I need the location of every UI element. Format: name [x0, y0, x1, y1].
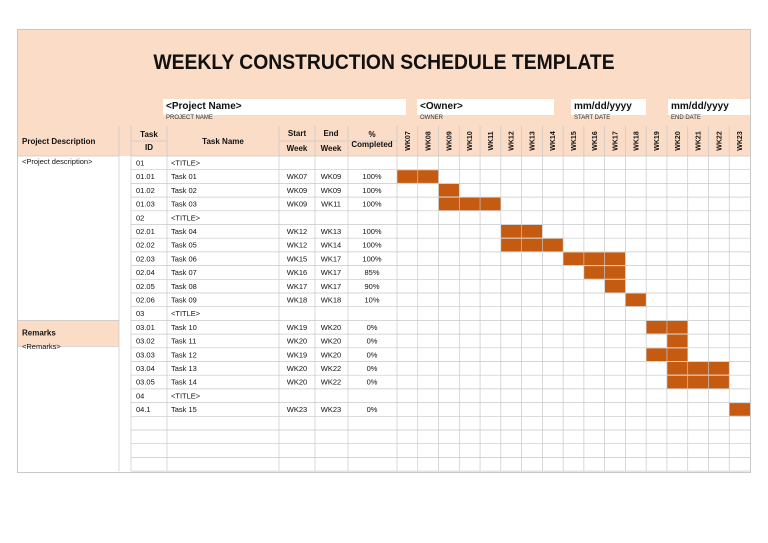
week-header-wk13: WK13: [529, 131, 537, 151]
task-name-cell[interactable]: Task 06: [171, 254, 197, 264]
task-id-cell[interactable]: 03.03: [136, 350, 155, 360]
start-week-cell[interactable]: WK19: [286, 322, 308, 332]
end-header: End: [323, 129, 339, 138]
week-header-wk19: WK19: [654, 131, 662, 151]
owner-field[interactable]: <Owner>: [417, 99, 554, 115]
week-header-wk14: WK14: [550, 131, 558, 151]
start-date-field[interactable]: mm/dd/yyyy: [571, 99, 646, 115]
week-header-wk12: WK12: [508, 131, 516, 151]
end-date-label: END DATE: [671, 115, 701, 121]
end-week-cell[interactable]: WK20: [320, 322, 342, 332]
start-week-cell[interactable]: WK20: [286, 336, 308, 346]
task-id-cell[interactable]: 02.03: [136, 254, 155, 264]
task-name-cell[interactable]: Task 07: [171, 268, 197, 278]
task-id-cell[interactable]: 01: [136, 158, 145, 168]
task-name-cell[interactable]: <TITLE>: [171, 309, 201, 319]
start-week-cell[interactable]: WK16: [286, 268, 308, 278]
week-header-wk10: WK10: [467, 131, 475, 151]
start-week-cell[interactable]: WK12: [286, 227, 308, 236]
start-week-header: Week: [286, 144, 308, 153]
project-description-header: Project Description: [22, 137, 96, 146]
week-header-wk20: WK20: [674, 131, 682, 151]
task-id-header-2: ID: [145, 143, 153, 152]
percent-completed-cell[interactable]: 0%: [366, 405, 378, 415]
task-id-cell[interactable]: 02: [136, 213, 145, 223]
task-id-cell[interactable]: 02.01: [136, 227, 155, 236]
task-id-cell[interactable]: 01.03: [136, 199, 155, 209]
gantt-bar: [501, 239, 563, 252]
gantt-bar: [439, 184, 460, 197]
owner-label: OWNER: [420, 115, 443, 121]
end-date-field[interactable]: mm/dd/yyyy: [668, 99, 750, 115]
start-week-cell[interactable]: WK07: [286, 172, 308, 182]
task-name-header: Task Name: [202, 137, 244, 146]
task-id-cell[interactable]: 02.05: [136, 281, 155, 291]
task-name-cell[interactable]: Task 09: [171, 295, 197, 305]
gantt-bar: [667, 376, 729, 389]
week-header-wk09: WK09: [446, 131, 454, 151]
percent-completed-cell[interactable]: 100%: [362, 185, 382, 195]
week-header-wk08: WK08: [425, 131, 433, 151]
end-week-cell[interactable]: WK17: [320, 281, 342, 291]
start-week-cell[interactable]: WK20: [286, 377, 308, 387]
gantt-bar: [605, 280, 626, 293]
task-id-cell[interactable]: 03.02: [136, 336, 155, 346]
percent-completed-cell[interactable]: 90%: [364, 281, 380, 291]
week-header-wk18: WK18: [633, 131, 641, 151]
percent-completed-cell[interactable]: 0%: [366, 364, 378, 373]
end-week-cell[interactable]: WK09: [320, 172, 342, 182]
task-id-cell[interactable]: 03.05: [136, 377, 155, 387]
end-week-header: Week: [320, 144, 342, 153]
task-name-cell[interactable]: Task 05: [171, 240, 197, 250]
task-id-cell[interactable]: 03.04: [136, 364, 155, 373]
start-week-cell[interactable]: WK09: [286, 185, 308, 195]
percent-completed-cell[interactable]: 0%: [366, 377, 378, 387]
week-header-wk17: WK17: [612, 131, 620, 151]
task-name-cell[interactable]: <TITLE>: [171, 158, 201, 168]
task-name-cell[interactable]: <TITLE>: [171, 391, 201, 401]
percent-completed-cell[interactable]: 100%: [362, 254, 382, 264]
week-header-wk22: WK22: [716, 131, 724, 151]
start-week-cell[interactable]: WK17: [286, 281, 308, 291]
gantt-bar: [563, 252, 625, 265]
task-name-cell[interactable]: Task 01: [171, 172, 197, 182]
gantt-bar: [729, 403, 750, 416]
task-id-cell[interactable]: 01.01: [136, 172, 155, 182]
task-id-cell[interactable]: 03.01: [136, 322, 155, 332]
schedule-sheet: [17, 29, 751, 473]
task-id-cell[interactable]: 02.04: [136, 268, 155, 278]
task-id-cell[interactable]: 01.02: [136, 185, 155, 195]
end-week-cell[interactable]: WK22: [320, 377, 342, 387]
task-name-cell[interactable]: Task 08: [171, 281, 197, 291]
end-week-cell[interactable]: WK20: [320, 350, 342, 360]
end-week-cell[interactable]: WK20: [320, 336, 342, 346]
gantt-bar: [667, 362, 729, 375]
end-week-cell[interactable]: WK14: [320, 240, 342, 250]
percent-completed-cell[interactable]: 85%: [364, 268, 380, 278]
percent-completed-cell[interactable]: 100%: [362, 172, 382, 182]
end-week-cell[interactable]: WK23: [320, 405, 342, 415]
percent-header: %: [368, 130, 376, 139]
week-header-wk15: WK15: [571, 131, 578, 151]
task-id-cell[interactable]: 02.06: [136, 295, 155, 305]
task-id-cell[interactable]: 04: [136, 391, 145, 401]
percent-completed-cell[interactable]: 100%: [362, 227, 382, 236]
remarks-value[interactable]: <Remarks>: [22, 341, 61, 351]
end-week-cell[interactable]: WK09: [320, 185, 342, 195]
start-week-cell[interactable]: WK12: [286, 240, 308, 250]
start-date-label: START DATE: [574, 115, 611, 121]
task-name-cell[interactable]: Task 04: [171, 227, 197, 236]
week-header-wk21: WK21: [695, 131, 703, 151]
task-id-cell[interactable]: 02.02: [136, 240, 155, 250]
start-week-cell[interactable]: WK15: [286, 254, 308, 264]
task-name-cell[interactable]: Task 10: [171, 322, 197, 332]
end-week-cell[interactable]: WK17: [320, 254, 342, 264]
task-name-cell[interactable]: Task 12: [171, 350, 197, 360]
task-name-cell[interactable]: Task 03: [171, 199, 197, 209]
task-id-cell[interactable]: 04.1: [136, 405, 151, 415]
percent-completed-cell[interactable]: 100%: [362, 240, 382, 250]
task-name-cell[interactable]: <TITLE>: [171, 213, 201, 223]
percent-completed-cell[interactable]: 0%: [366, 336, 378, 346]
percent-completed-cell[interactable]: 0%: [366, 322, 378, 332]
task-name-cell[interactable]: Task 14: [171, 377, 197, 387]
start-week-cell[interactable]: WK09: [286, 199, 308, 209]
week-header-wk16: WK16: [591, 131, 599, 151]
week-header-wk11: WK11: [487, 131, 495, 151]
task-name-cell[interactable]: Task 02: [171, 185, 197, 195]
task-id-cell[interactable]: 03: [136, 309, 145, 319]
week-header-wk23: WK23: [737, 131, 745, 151]
project-name-label: PROJECT NAME: [166, 115, 213, 121]
task-name-cell[interactable]: Task 13: [171, 364, 197, 373]
task-id-header: Task: [140, 130, 158, 139]
percent-completed-cell[interactable]: 10%: [364, 295, 380, 305]
start-week-cell[interactable]: WK23: [286, 405, 308, 415]
start-header: Start: [287, 129, 307, 138]
schedule-grid: [18, 126, 750, 472]
percent-completed-cell[interactable]: 100%: [362, 199, 382, 209]
end-week-cell[interactable]: WK13: [320, 227, 342, 236]
project-name-field[interactable]: <Project Name>: [163, 99, 406, 115]
week-header-wk07: WK07: [404, 131, 412, 151]
gantt-bar: [667, 335, 688, 348]
project-description-value[interactable]: <Project description>: [22, 157, 93, 166]
end-week-cell[interactable]: WK18: [320, 295, 342, 305]
end-week-cell[interactable]: WK17: [320, 268, 342, 278]
page-title: WEEKLY CONSTRUCTION SCHEDULE TEMPLATE: [153, 51, 615, 74]
header-band: [18, 30, 750, 126]
start-week-cell[interactable]: WK18: [286, 295, 308, 305]
end-week-cell[interactable]: WK11: [321, 199, 341, 209]
percent-completed-cell[interactable]: 0%: [366, 350, 378, 360]
start-week-cell[interactable]: WK20: [286, 364, 308, 373]
start-week-cell[interactable]: WK19: [286, 350, 308, 360]
remarks-header: Remarks: [22, 328, 56, 338]
end-week-cell[interactable]: WK22: [320, 364, 342, 373]
task-name-cell[interactable]: Task 11: [171, 336, 197, 346]
gantt-bar: [439, 198, 501, 211]
gantt-bar: [625, 294, 646, 307]
completed-header: Completed: [351, 140, 393, 149]
task-name-cell[interactable]: Task 15: [171, 405, 197, 415]
